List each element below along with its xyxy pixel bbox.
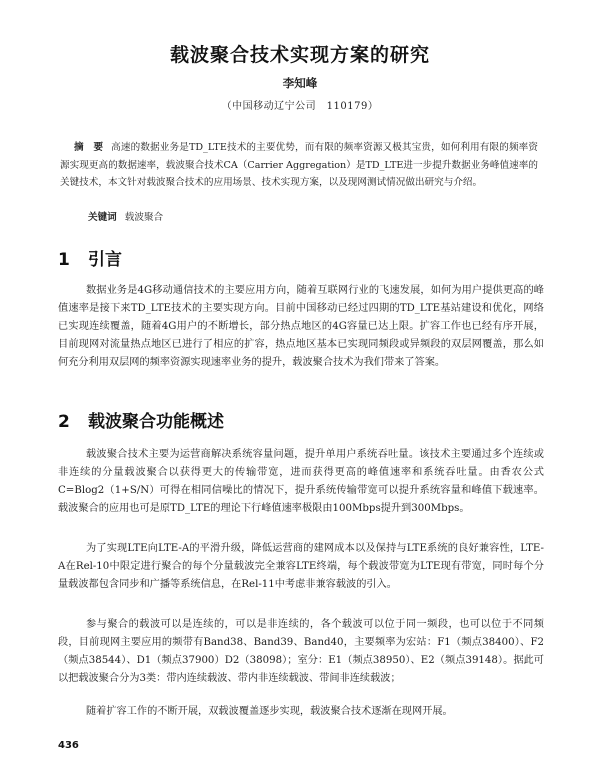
keywords-label: 关键词 (88, 212, 117, 223)
author-affiliation: （中国移动辽宁公司 110179） (221, 101, 379, 112)
keywords-text: 载波聚合 (124, 212, 164, 223)
section-2-paragraph-3: 参与聚合的载波可以是连续的，可以是非连续的，各个载波可以位于同一频段，也可以位于不同频段，目前现网主要应用的频带有Band38、Band39、Band40，主要频率为宏站：F1（频点38400）、F2（频点38544）、D1（频点37900）D2（38098）；室分：E1（频点38950）、E2（频点39148）。据此可以把载波聚合分为3类：带内连续载波、带内非连续载波、带间非连续载波； (58, 619, 544, 685)
section-1-paragraph: 数据业务是4G移动通信技术的主要应用方向，随着互联网行业的飞速发展，如何为用户提供更高的峰值速率是接下来TD_LTE技术的主要实现方向。目前中国移动已经过四期的TD_LTE基站建设和优化，网络已实现连续覆盖，随着4G用户的不断增长，部分热点地区的4G容量已达上限。扩容工作也已经有序开展，目前现网对流量热点地区已进行了相应的扩容，热点地区基本已实现同频段或异频段的双层网覆盖，那么如何充分利用双层网的频率资源实现速率业务的提升，载波聚合技术为我们带来了答案。 (58, 285, 544, 369)
abstract-label: 摘 要 (74, 142, 104, 153)
abstract-text: 高速的数据业务是TD_LTE技术的主要优势，而有限的频率资源又极其宝贵，如何利用有限的频率资源实现更高的数据速率，载波聚合技术CA（Carrier Aggregation）是TD_LTE进一步提升数据业务峰值速率的关键技术，本文针对载波聚合技术的应用场景、技术实现方案，以及现网测试情况做出研究与介绍。 (60, 142, 538, 188)
section-2-paragraph-4: 随着扩容工作的不断开展，双载波覆盖逐步实现，载波聚合技术逐渐在现网开展。 (86, 706, 453, 717)
keywords (88, 209, 163, 223)
section-2-paragraph-1: 载波聚合技术主要为运营商解决系统容量问题，提升单用户系统吞吐量。该技术主要通过多个连续或非连续的分量载波聚合以获得更大的传输带宽，进而获得更高的峰值速率和系统吞吐量。由香农公式C=Blog2（1+S/N）可得在相同信噪比的情况下，提升系统传输带宽可以提升系统容量和峰值下载速率。载波聚合的应用也可是原TD_LTE的理论下行峰值速率极限由100Mbps提升到300Mbps。 (58, 449, 544, 515)
section-1-number: 1 (58, 250, 70, 270)
author-name: 李知峰 (282, 76, 318, 90)
section-2-heading (58, 407, 224, 432)
section-2-paragraph-2: 为了实现LTE向LTE-A的平滑升级，降低运营商的建网成本以及保持与LTE系统的良好兼容性，LTE-A在Rel-10中限定进行聚合的每个分量载波完全兼容LTE终端，每个载波带宽为LTE现有带宽，同时每个分量载波都包含同步和广播等系统信息，在Rel-11中考虑非兼容载波的引入。 (58, 543, 544, 591)
section-1-title: 引言 (88, 250, 122, 270)
section-2-number: 2 (58, 412, 70, 432)
section-2-title: 载波聚合功能概述 (88, 412, 224, 432)
section-1-heading (58, 245, 122, 270)
abstract (60, 139, 538, 192)
paper-title: 载波聚合技术实现方案的研究 (169, 44, 430, 66)
page-number: 436 (58, 740, 79, 751)
